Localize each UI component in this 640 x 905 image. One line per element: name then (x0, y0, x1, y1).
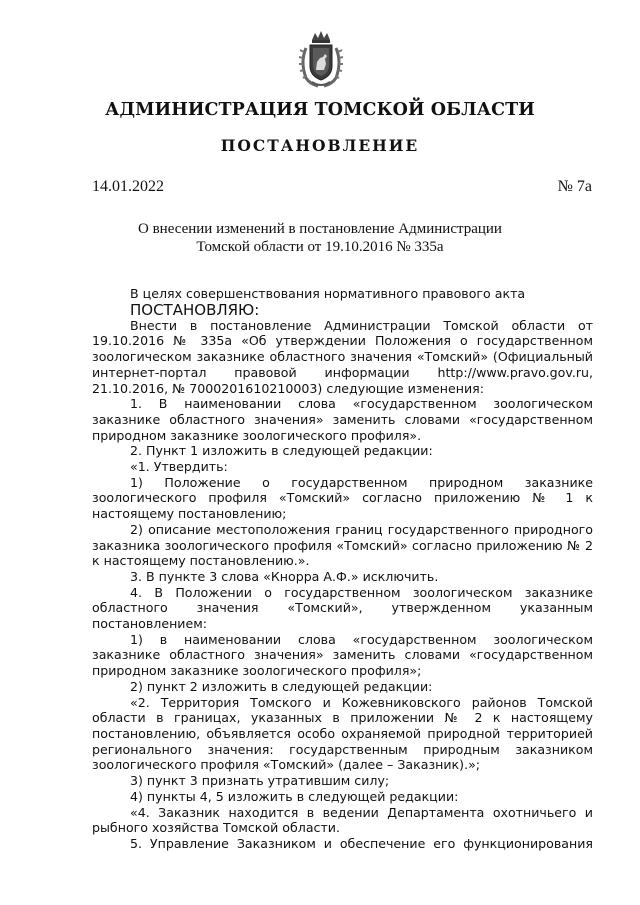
body-paragraph: 4) пункты 4, 5 изложить в следующей редакции: (130, 788, 459, 804)
body-paragraph: 1) в наименовании слова «государственном зоологическом заказнике областного значения» заменить словами «государственном природном заказнике зоологического профиля»; (92, 631, 593, 679)
body-paragraph: «4. Заказник находится в ведении Департамента охотничьего и рыбного хозяйства Томской области. (92, 804, 593, 836)
body-paragraph: 5. Управление Заказником и обеспечение его функционирования (130, 835, 593, 851)
document-date: 14.01.2022 (92, 178, 164, 195)
body-paragraph: 3. В пункте 3 слова «Кнорра А.Ф.» исключить. (130, 568, 439, 584)
body-paragraph: 3) пункт 3 признать утратившим силу; (130, 773, 390, 789)
body-paragraph: Внести в постановление Администрации Томской области от 19.10.2016 № 335а «Об утверждении Положения о государственном зоологическом заказнике областного значения «Томский» (Официальный интернет-портал правовой информации http://www.pravo.gov.ru, 21.10.2016, № 7000201610210003) следующие изменения: (92, 317, 593, 396)
resolution-keyword: ПОСТАНОВЛЯЮ: (130, 300, 260, 319)
subject-line-1: О внесении изменений в постановление Администрации (138, 221, 502, 237)
document-type-title: ПОСТАНОВЛЕНИЕ (220, 136, 420, 155)
subject-line-2: Томской области от 19.10.2016 № 335а (196, 239, 444, 255)
body-paragraph: 2. Пункт 1 изложить в следующей редакции: (130, 443, 433, 459)
body-paragraph: «2. Территория Томского и Кожевниковского районов Томской области в границах, указанных в приложении № 2 к настоящему постановлению, объявляется особо охраняемой природной территорией регионального значения: государственным природным заказником зоологического профиля «Томский» (далее – Заказник).»; (92, 694, 593, 773)
coat-of-arms-icon (298, 30, 344, 88)
body-paragraph: 2) описание местоположения границ государственного природного заказника зоологического профиля «Томский» согласно приложению № 2 к настоящему постановлению.». (92, 521, 593, 569)
document-subject (120, 220, 520, 256)
document-body (92, 286, 593, 852)
body-paragraph: «1. Утвердить: (130, 459, 228, 475)
body-paragraph: 4. В Положении о государственном зоологическом заказнике областного значения «Томский», утвержденном указанным постановлением: (92, 584, 593, 632)
document-number: № 7а (557, 178, 592, 195)
organization-title: АДМИНИСТРАЦИЯ ТОМСКОЙ ОБЛАСТИ (105, 100, 535, 120)
body-paragraph: 1. В наименовании слова «государственном зоологическом заказнике областного значения» заменить словами «государственном природном заказнике зоологического профиля». (92, 396, 593, 443)
body-paragraph: 1) Положение о государственном природном заказнике зоологического профиля «Томский» согласно приложению № 1 к настоящему постановлению; (92, 474, 593, 522)
body-paragraph: 2) пункт 2 изложить в следующей редакции: (130, 678, 433, 694)
body-paragraph: В целях совершенствования нормативного правового акта (130, 286, 526, 301)
